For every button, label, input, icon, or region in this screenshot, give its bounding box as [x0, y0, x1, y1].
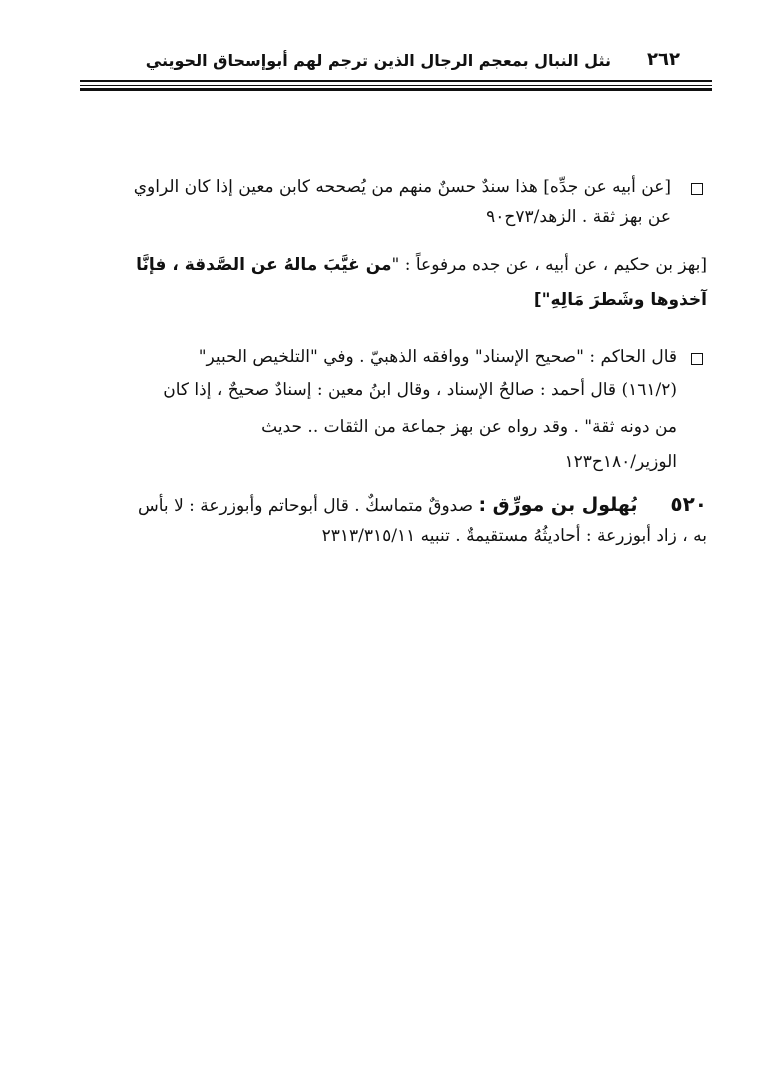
running-title: نثل النبال بمعجم الرجال الذين ترجم لهم أبوإسحاق الحويني [145, 51, 611, 70]
checkbox-bullet-icon [691, 183, 703, 195]
entry-text: صدوقٌ متماسكٌ . قال أبوحاتم وأبوزرعة : لا بأس [138, 496, 474, 516]
note-line: (١٦١/٢) قال أحمد : صالحُ الإسناد ، وقال ابنُ معين : إسنادٌ صحيحٌ ، إذا كان [163, 380, 677, 400]
entry-line: به ، زاد أبوزرعة : أحاديثُهُ مستقيمةٌ . تنبيه ٢٣١٣/٣١٥/١١ [321, 526, 707, 546]
note-line: عن بهز ثقة . الزهد/٧٣ح٩٠ [486, 207, 671, 227]
note-line: الوزير/١٨٠ح١٢٣ [564, 452, 677, 472]
note-line: من دونه ثقة" . وقد رواه عن بهز جماعة من الثقات .. حديث [261, 417, 677, 437]
entry-name: بُهلول بن مورِّق : [478, 494, 638, 516]
entry-line [138, 492, 707, 518]
hadith-text: من غيَّبَ مالهُ عن الصَّدقة ، فإنَّا [136, 255, 392, 275]
entry-number: ٥٢٠ [670, 492, 707, 516]
header-rule [80, 88, 712, 91]
note-line: [عن أبيه عن جدِّه] هذا سندٌ حسنٌ منهم من يُصححه كابن معين إذا كان الراوي [133, 177, 671, 197]
header-rule [80, 85, 712, 86]
hadith-chain: [بهز بن حكيم ، عن أبيه ، عن جده مرفوعاً : " [391, 255, 707, 275]
page-number: ٢٦٢ [647, 49, 680, 70]
hadith-line [136, 253, 707, 277]
checkbox-bullet-icon [691, 353, 703, 365]
header-rule [80, 80, 712, 82]
note-line: قال الحاكم : "صحيح الإسناد" ووافقه الذهبيّ . وفي "التلخيص الحبير" [198, 347, 677, 367]
hadith-line: آخذوها وشَطرَ مَالِهِ"] [533, 290, 707, 310]
